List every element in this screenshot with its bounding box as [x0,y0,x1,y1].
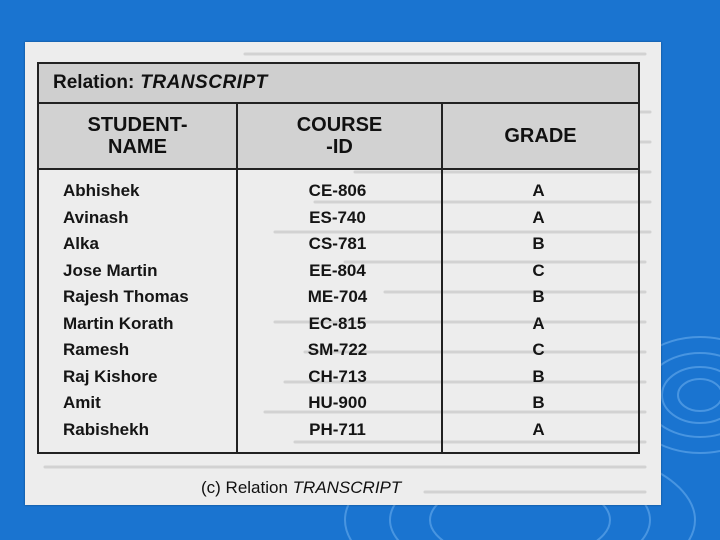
grade-cell: C [532,260,545,280]
student-name-cell: Rajesh Thomas [63,287,189,307]
relation-label: Relation: [53,72,135,93]
course-id-cell: ME-704 [307,287,368,307]
table-row [39,205,638,232]
course-id-cell: PH-711 [309,419,366,439]
caption-relation-name: TRANSCRIPT [292,478,402,497]
header-student-name: STUDENT- NAME [39,104,238,168]
table-row [39,311,638,338]
course-id-cell: CS-781 [308,234,367,254]
course-id-cell: EE-804 [309,260,366,280]
table-body [39,170,638,454]
grade-cell: B [532,366,545,386]
grade-cell: A [532,181,545,201]
table-row [39,178,638,205]
table-row [39,284,638,311]
scanned-page [25,42,661,505]
course-id-cell: SM-722 [307,340,368,360]
course-id-cell: CE-806 [308,181,367,201]
caption-prefix: (c) Relation [201,478,288,497]
student-name-cell: Raj Kishore [63,366,158,386]
transcript-table [37,62,640,454]
student-name-cell: Alka [63,234,99,254]
grade-cell: A [532,313,545,333]
grade-cell: A [532,207,545,227]
course-id-cell: ES-740 [309,207,366,227]
table-row [39,417,638,444]
table-row [39,337,638,364]
grade-cell: A [532,419,545,439]
student-name-cell: Rabishekh [63,419,149,439]
student-name-cell: Amit [63,393,101,413]
grade-cell: C [532,340,545,360]
table-row [39,231,638,258]
student-name-cell: Martin Korath [63,313,174,333]
grade-cell: B [532,393,545,413]
student-name-cell: Avinash [63,207,129,227]
relation-name: TRANSCRIPT [140,72,268,93]
table-header-row [39,104,638,170]
table-row [39,364,638,391]
figure-caption [201,478,401,498]
student-name-cell: Jose Martin [63,260,158,280]
grade-cell: B [532,287,545,307]
header-course-id: COURSE -ID [238,104,443,168]
student-name-cell: Abhishek [63,181,140,201]
header-grade: GRADE [504,125,577,147]
course-id-cell: HU-900 [308,393,367,413]
table-row [39,390,638,417]
student-name-cell: Ramesh [63,340,130,360]
course-id-cell: EC-815 [308,313,367,333]
relation-title-bar [39,64,638,104]
grade-cell: B [532,234,545,254]
table-row [39,258,638,285]
course-id-cell: CH-713 [308,366,367,386]
